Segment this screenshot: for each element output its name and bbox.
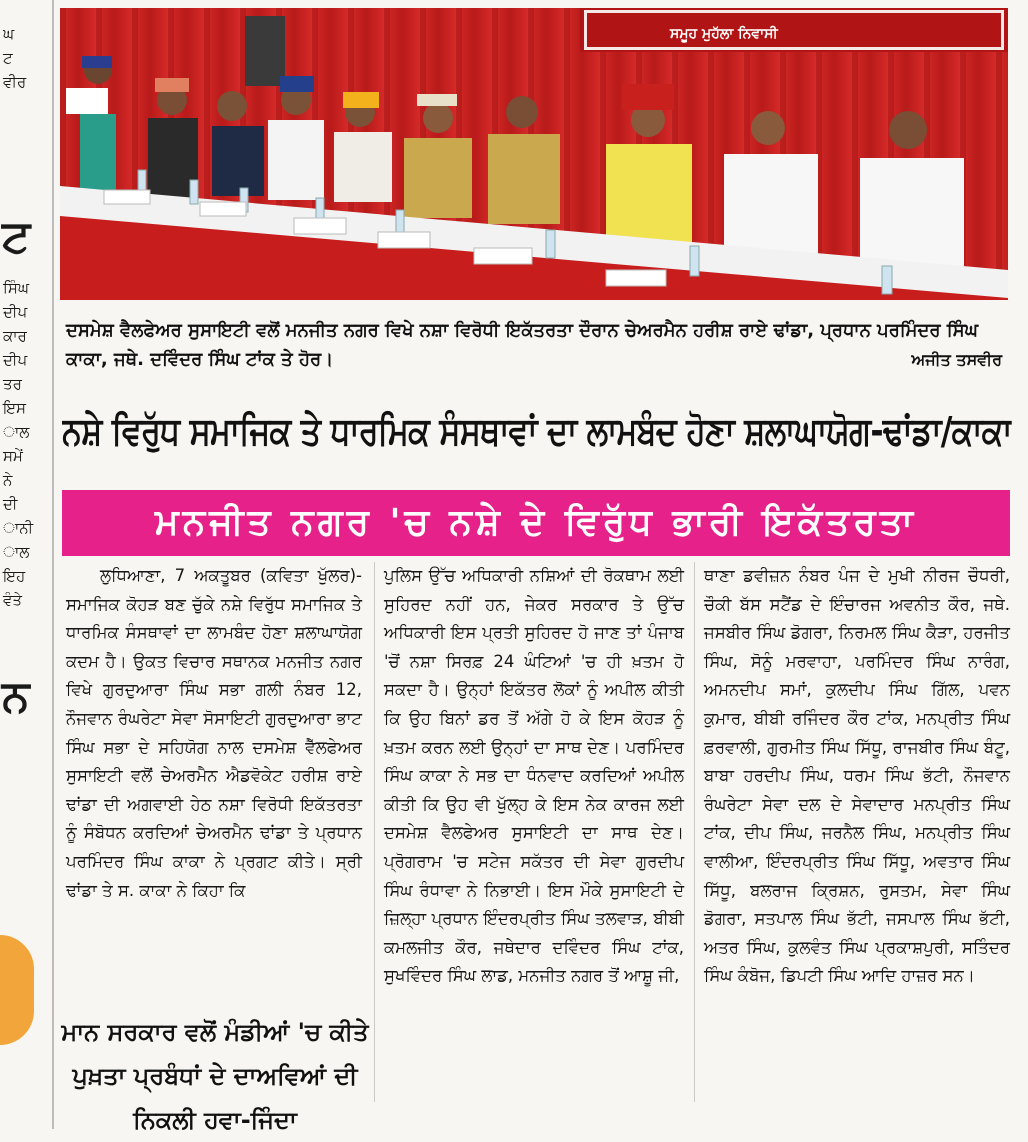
fragment-line: ਕਾਰ <box>3 327 27 345</box>
fragment-line: ਘ <box>3 25 15 43</box>
fragment-line: ਤਰ <box>3 375 22 393</box>
fragment-line: ਇਸ <box>3 399 27 417</box>
headline: ਨਸ਼ੇ ਵਿਰੁੱਧ ਸਮਾਜਿਕ ਤੇ ਧਾਰਮਿਕ ਸੰਸਥਾਵਾਂ ਦਾ ਲਾਮਬੰਦ ਹੋਣਾ ਸ਼ਲਾਘਾਯੋਗ-ਢਾਂਡਾ/ਕਾਕਾ <box>62 409 1012 453</box>
side-story-headline: ਮਾਨ ਸਰਕਾਰ ਵਲੋਂ ਮੰਡੀਆਂ 'ਚ ਕੀਤੇ ਪੁਖ਼ਤਾ ਪ੍ਰਬੰਧਾਂ ਦੇ ਦਾਅਵਿਆਂ ਦੀ ਨਿਕਲੀ ਹਵਾ-ਜਿੰਦਾ <box>61 1018 369 1134</box>
fragment-line: ਇਹ <box>3 567 26 585</box>
column-divider <box>374 562 375 1102</box>
fragment-line: ਦੀ <box>3 495 18 513</box>
fragment-line: ਨੇ <box>3 471 13 489</box>
subheadline-band: ਮਨਜੀਤ ਨਗਰ 'ਚ ਨਸ਼ੇ ਦੇ ਵਿਰੁੱਧ ਭਾਰੀ ਇਕੱਤਰਤਾ <box>62 490 1010 556</box>
article-column-1 <box>66 562 362 905</box>
fragment-line: ਵੀਰ <box>3 73 27 91</box>
photo-caption <box>66 316 1006 374</box>
fragment-line: ਾਨੀ <box>3 519 34 537</box>
article-column-2 <box>384 562 684 991</box>
fragment-headline-letter: ਟ <box>2 211 31 262</box>
fragment-lines <box>0 276 52 612</box>
article-paragraph: ਥਾਣਾ ਡਵੀਜ਼ਨ ਨੰਬਰ ਪੰਜ ਦੇ ਮੁਖੀ ਨੀਰਜ ਚੌਧਰੀ, ਚੌਕੀ ਬੱਸ ਸਟੈਂਡ ਦੇ ਇੰਚਾਰਜ ਅਵਨੀਤ ਕੌਰ, ਜਥੇ. ਜਸਬੀਰ ਸਿੰਘ ਡੋਗਰਾ, ਨਿਰਮਲ ਸਿੰਘ ਕੈੜਾ, ਹਰਜੀਤ ਸਿੰਘ, ਸੋਨੂੰ ਮਰਵਾਹਾ, ਪਰਮਿੰਦਰ ਸਿੰਘ ਨਾਰੰਗ, ਅਮਨਦੀਪ ਸਮਾਂ, ਕੁਲਦੀਪ ਸਿੰਘ ਗਿੱਲ, ਪਵਨ ਕੁਮਾਰ, ਬੀਬੀ ਰਜਿੰਦਰ ਕੌਰ ਟਾਂਕ, ਮਨਪ੍ਰੀਤ ਸਿੰਘ ਫ਼ਰਵਾਲੀ, ਗੁਰਮੀਤ ਸਿੰਘ ਸਿੱਧੂ, ਰਾਜਬੀਰ ਸਿੰਘ ਬੰਟੂ, ਬਾਬਾ ਹਰਦੀਪ ਸਿੰਘ, ਧਰਮ ਸਿੰਘ ਭੱਟੀ, ਨੌਜਵਾਨ ਰੰਘਰੇਟਾ ਸੇਵਾ ਦਲ ਦੇ ਸੇਵਾਦਾਰ ਮਨਪ੍ਰੀਤ ਸਿੰਘ ਟਾਂਕ, ਦੀਪ ਸਿੰਘ, ਜਰਨੈਲ ਸਿੰਘ, ਮਨਪ੍ਰੀਤ ਸਿੰਘ ਵਾਲੀਆ, ਇੰਦਰਪ੍ਰੀਤ ਸਿੰਘ ਸਿੱਧੂ, ਅਵਤਾਰ ਸਿੰਘ ਸਿੱਧੂ, ਬਲਰਾਜ ਕ੍ਰਿਸ਼ਨ, ਰੁਸਤਮ, ਸੇਵਾ ਸਿੰਘ ਡੋਗਰਾ, ਸਤਪਾਲ ਸਿੰਘ ਭੱਟੀ, ਜਸਪਾਲ ਸਿੰਘ ਭੱਟੀ, ਅਤਰ ਸਿੰਘ, ਕੁਲਵੰਤ ਸਿੰਘ ਪ੍ਰਕਾਸ਼ਪੁਰੀ, ਸਤਿੰਦਰ ਸਿੰਘ ਕੰਬੋਜ, ਡਿਪਟੀ ਸਿੰਘ ਆਦਿ ਹਾਜ਼ਰ ਸਨ। <box>704 566 1010 986</box>
fragment-line: ਸਿੰਘ <box>3 279 29 297</box>
column-divider <box>694 562 695 1102</box>
fragment-line: ਦੀਪ <box>3 351 28 369</box>
event-photo <box>60 8 1008 300</box>
fragment-line: ਸਮੇਂ <box>3 447 23 465</box>
fragment-line: ਟ <box>3 49 13 67</box>
fragment-headline-letter: ਨ <box>2 671 30 722</box>
article-column-3 <box>704 562 1010 991</box>
article-paragraph: ਲੁਧਿਆਣਾ, 7 ਅਕਤੂਬਰ (ਕਵਿਤਾ ਖੁੱਲਰ)-ਸਮਾਜਿਕ ਕੋਹੜ ਬਣ ਚੁੱਕੇ ਨਸ਼ੇ ਵਿਰੁੱਧ ਸਮਾਜਿਕ ਤੇ ਧਾਰਮਿਕ ਸੰਸਥਾਵਾਂ ਦਾ ਲਾਮਬੰਦ ਹੋਣਾ ਸ਼ਲਾਘਾਯੋਗ ਕਦਮ ਹੈ। ਉਕਤ ਵਿਚਾਰ ਸਥਾਨਕ ਮਨਜੀਤ ਨਗਰ ਵਿਖੇ ਗੁਰਦੁਆਰਾ ਸਿੰਘ ਸਭਾ ਗਲੀ ਨੰਬਰ 12, ਨੌਜਵਾਨ ਰੰਘਰੇਟਾ ਸੇਵਾ ਸੋਸਾਇਟੀ ਗੁਰਦੁਆਰਾ ਭਾਟ ਸਿੰਘ ਸਭਾ ਦੇ ਸਹਿਯੋਗ ਨਾਲ ਦਸਮੇਸ਼ ਵੈੱਲਫੇਅਰ ਸੁਸਾਇਟੀ ਵਲੋਂ ਚੇਅਰਮੈਨ ਐਡਵੋਕੇਟ ਹਰੀਸ਼ ਰਾਏ ਢਾਂਡਾ ਦੀ ਅਗਵਾਈ ਹੇਠ ਨਸ਼ਾ ਵਿਰੋਧੀ ਇਕੱਤਰਤਾ ਨੂੰ ਸੰਬੋਧਨ ਕਰਦਿਆਂ ਚੇਅਰਮੈਨ ਢਾਂਡਾ ਤੇ ਪ੍ਰਧਾਨ ਪਰਮਿੰਦਰ ਸਿੰਘ ਕਾਕਾ ਨੇ ਪ੍ਰਗਟ ਕੀਤੇ। ਸ੍ਰੀ ਢਾਂਡਾ ਤੇ ਸ. ਕਾਕਾ ਨੇ ਕਿਹਾ ਕਿ <box>66 566 362 900</box>
banner-text: ਸਮੂਹ ਮੁਹੱਲਾ ਨਿਵਾਸੀ <box>670 26 778 42</box>
caption-text: ਦਸਮੇਸ਼ ਵੈਲਫੇਅਰ ਸੁਸਾਇਟੀ ਵਲੋਂ ਮਨਜੀਤ ਨਗਰ ਵਿਖੇ ਨਸ਼ਾ ਵਿਰੋਧੀ ਇਕੱਤਰਤਾ ਦੌਰਾਨ ਚੇਅਰਮੈਨ ਹਰੀਸ਼ ਰਾਏ ਢਾਂਡਾ, ਪ੍ਰਧਾਨ ਪਰਮਿੰਦਰ ਸਿੰਘ ਕਾਕਾ, ਜਥੇ. ਦਵਿੰਦਰ ਸਿੰਘ ਟਾਂਕ ਤੇ ਹੋਰ। <box>66 320 979 370</box>
fragment-line: ਦੀਪ <box>3 303 28 321</box>
adjacent-photo-fragment <box>0 935 34 1045</box>
fragment-line: ਾਲ <box>3 423 30 441</box>
photo-credit: ਅਜੀਤ ਤਸਵੀਰ <box>911 350 1002 369</box>
fragment-line: ਾਲ <box>3 543 30 561</box>
article-paragraph: ਪੁਲਿਸ ਉੱਚ ਅਧਿਕਾਰੀ ਨਸ਼ਿਆਂ ਦੀ ਰੋਕਥਾਮ ਲਈ ਸੁਹਿਰਦ ਨਹੀਂ ਹਨ, ਜੇਕਰ ਸਰਕਾਰ ਤੇ ਉੱਚ ਅਧਿਕਾਰੀ ਇਸ ਪ੍ਰਤੀ ਸੁਹਿਰਦ ਹੋ ਜਾਣ ਤਾਂ ਪੰਜਾਬ 'ਚੋਂ ਨਸ਼ਾ ਸਿਰਫ਼ 24 ਘੰਟਿਆਂ 'ਚ ਹੀ ਖ਼ਤਮ ਹੋ ਸਕਦਾ ਹੈ। ਉਨ੍ਹਾਂ ਇਕੱਤਰ ਲੋਕਾਂ ਨੂੰ ਅਪੀਲ ਕੀਤੀ ਕਿ ਉਹ ਬਿਨਾਂ ਡਰ ਤੋਂ ਅੱਗੇ ਹੋ ਕੇ ਇਸ ਕੋਹੜ ਨੂੰ ਖ਼ਤਮ ਕਰਨ ਲਈ ਉਨ੍ਹਾਂ ਦਾ ਸਾਥ ਦੇਣ। ਪਰਮਿੰਦਰ ਸਿੰਘ ਕਾਕਾ ਨੇ ਸਭ ਦਾ ਧੰਨਵਾਦ ਕਰਦਿਆਂ ਅਪੀਲ ਕੀਤੀ ਕਿ ਉਹ ਵੀ ਖੁੱਲ੍ਹ ਕੇ ਇਸ ਨੇਕ ਕਾਰਜ ਲਈ ਦਸਮੇਸ਼ ਵੈਲਫੇਅਰ ਸੁਸਾਇਟੀ ਦਾ ਸਾਥ ਦੇਣ। ਪ੍ਰੋਗਰਾਮ 'ਚ ਸਟੇਜ ਸਕੱਤਰ ਦੀ ਸੇਵਾ ਗੁਰਦੀਪ ਸਿੰਘ ਰੰਧਾਵਾ ਨੇ ਨਿਭਾਈ। ਇਸ ਮੌਕੇ ਸੁਸਾਇਟੀ ਦੇ ਜ਼ਿਲ੍ਹਾ ਪ੍ਰਧਾਨ ਇੰਦਰਪ੍ਰੀਤ ਸਿੰਘ ਤਲਵਾੜ, ਬੀਬੀ ਕਮਲਜੀਤ ਕੌਰ, ਜਥੇਦਾਰ ਦਵਿੰਦਰ ਸਿੰਘ ਟਾਂਕ, ਸੁਖਵਿੰਦਰ ਸਿੰਘ ਲਾਡ, ਮਨਜੀਤ ਨਗਰ ਤੋਂ ਆਸ਼ੂ ਜੀ, <box>384 566 684 986</box>
fragment-line: ਵੰਤੇ <box>3 591 22 609</box>
